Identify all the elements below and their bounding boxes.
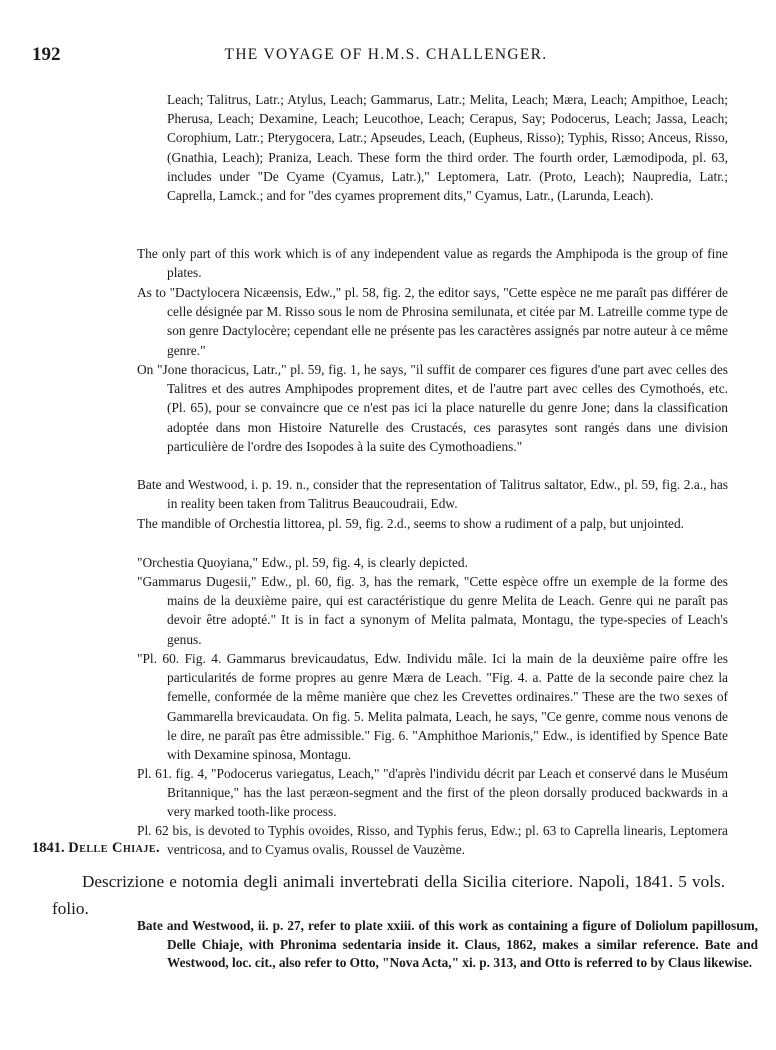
entry-commentary: Bate and Westwood, ii. p. 27, refer to plate xxiii. of this work as containing a figure of Doliolum papillosum, Delle Chiaje, with Phronima sedentaria inside it. Claus, 1862, makes a similar reference. Bate and Westwood, loc. cit., also refer to Otto, "Nova Acta," xi. p. 313, and Otto is referred to by Claus likewise. [137, 918, 758, 971]
entry-work-title: Descrizione e notomia degli animali invertebrati della Sicilia citeriore. Napoli, 1841. 5 vols. folio. [52, 872, 725, 918]
paragraph-podocerus-variegatus: Pl. 61. fig. 4, "Podocerus variegatus, Leach," "d'après l'individu décrit par Leach et conservé dans le Muséum Britannique," has the last peræon-segment and the first of the pleon dorsally produced backwards in a very marked tooth-like process. [137, 766, 728, 820]
entry-author: Delle Chiaje. [68, 840, 161, 856]
continued-paragraph: Leach; Talitrus, Latr.; Atylus, Leach; Gammarus, Latr.; Melita, Leach; Mæra, Leach; Ampithoe, Leach; Pherusa, Leach; Dexamine, Leach; Leucothoe, Leach; Cerapus, Say; Podocerus, Leach; Jassa, Leach; Corophium, Latr.; Pterygocera, Latr.; Apseudes, Leach, (Eupheus, Risso); Typhis, Risso; Anceus, Risso, (Gnathia, Leach); Praniza, Leach. These form the third order. The fourth order, Læmodipoda, pl. 63, includes under "De Cyame (Cyamus, Latr.)," Leptomera, Latr. (Proto, Leach); Naupredia, Latr.; Caprella, Lamck.; and for "des cyames proprement dits," Cyamus, Latr., (Larunda, Leach). [167, 92, 728, 204]
paragraph-jone-thoracicus: On "Jone thoracicus, Latr.," pl. 59, fig. 1, he says, "il suffit de comparer ces figures d'une part avec celles des Talitres et des autres Amphipodes proprement dites, et de l'autre part avec celles des Cymothoés, etc. (Pl. 65), pour se convaincre que ce n'est pas ici la place naturelle du genre Jone; dans la classification adoptée dans mon Histoire Naturelle des Crustacés, ces parasytes sont rangés dans une division particulière de l'ordre des Isopodes à la suite des Cymothoadiens." [137, 362, 728, 454]
entry-year: 1841. [32, 840, 65, 856]
paragraph-block-8 [137, 649, 728, 764]
paragraph-block-9 [137, 764, 728, 822]
paragraph-orchestia-quoyiana: "Orchestia Quoyiana," Edw., pl. 59, fig. 4, is clearly depicted. [137, 555, 468, 570]
page-header [32, 44, 740, 68]
paragraph-gammarus-dugesii: "Gammarus Dugesii," Edw., pl. 60, fig. 3, has the remark, "Cette espèce offre un exemple de la forme des mains de la deuxième paire, qui est caractéristique du genre Melita de Leach. Genre qui ne paraît pas devoir être adopté." It is in fact a synonym of Melita palmata, Montagu, the type-species of Leach's genus. [137, 574, 728, 647]
paragraph-block-10 [137, 821, 728, 859]
paragraph-gammarus-brevicaudatus: "Pl. 60. Fig. 4. Gammarus brevicaudatus, Edw. Individu mâle. Ici la main de la deuxième paire offre les particularités de forme propres au genre Mæra de Leach. "Fig. 4. a. Patte de la seconde paire chez la femelle, conformée de la même manière que chez les Crevettes ordinaires." These are the two sexes of Gammarella brevicaudata. On fig. 5. Melita palmata, Leach, he says, "Ce genre, comme nous venons de le dire, ne paraît pas être admissible." Fig. 6. "Amphithoe Marionis," Edw., is identified by Spence Bate with Dexamine spinosa, Montagu. [137, 651, 728, 763]
running-title: THE VOYAGE OF H.M.S. CHALLENGER. [224, 46, 548, 63]
paragraph-block-2 [137, 283, 728, 360]
paragraph-list [137, 244, 728, 282]
continued-paragraph-block [137, 90, 728, 205]
paragraph-amphipoda-plates: The only part of this work which is of any independent value as regards the Amphipoda is the group of fine plates. [137, 246, 728, 281]
bibliography-entry-heading [32, 840, 160, 857]
paragraph-block-3 [137, 360, 728, 456]
paragraph-block-6 [137, 553, 728, 572]
paragraph-dactylocera: As to "Dactylocera Nicæensis, Edw.," pl. 58, fig. 2, the editor says, "Cette espèce ne me paraît pas différer de celle désignée par M. Risso sous le nom de Phrosina semilunata, et citée par M. Latreille comme type de son genre Dactylocère; cependant elle ne présente pas les caractères assignés par notre auteur à ce même genre." [137, 285, 728, 358]
paragraph-block-7 [137, 572, 728, 649]
paragraph-orchestia-littorea: The mandible of Orchestia littorea, pl. 59, fig. 2.d., seems to show a rudiment of a palp, but unjointed. [137, 516, 685, 531]
page-number: 192 [32, 44, 61, 65]
paragraph-block-5 [137, 514, 728, 533]
paragraph-block-4 [137, 475, 728, 513]
paragraph-typhis: Pl. 62 bis, is devoted to Typhis ovoides, Risso, and Typhis ferus, Edw.; pl. 63 to Caprella linearis, Leptomera ventricosa, and to Cyamus ovalis, Roussel de Vauzème. [137, 823, 728, 858]
paragraph-talitrus-saltator: Bate and Westwood, i. p. 19. n., consider that the representation of Talitrus saltator, Edw., pl. 59, fig. 2.a., has in reality been taken from Talitrus Beaucoudraii, Edw. [137, 477, 728, 512]
